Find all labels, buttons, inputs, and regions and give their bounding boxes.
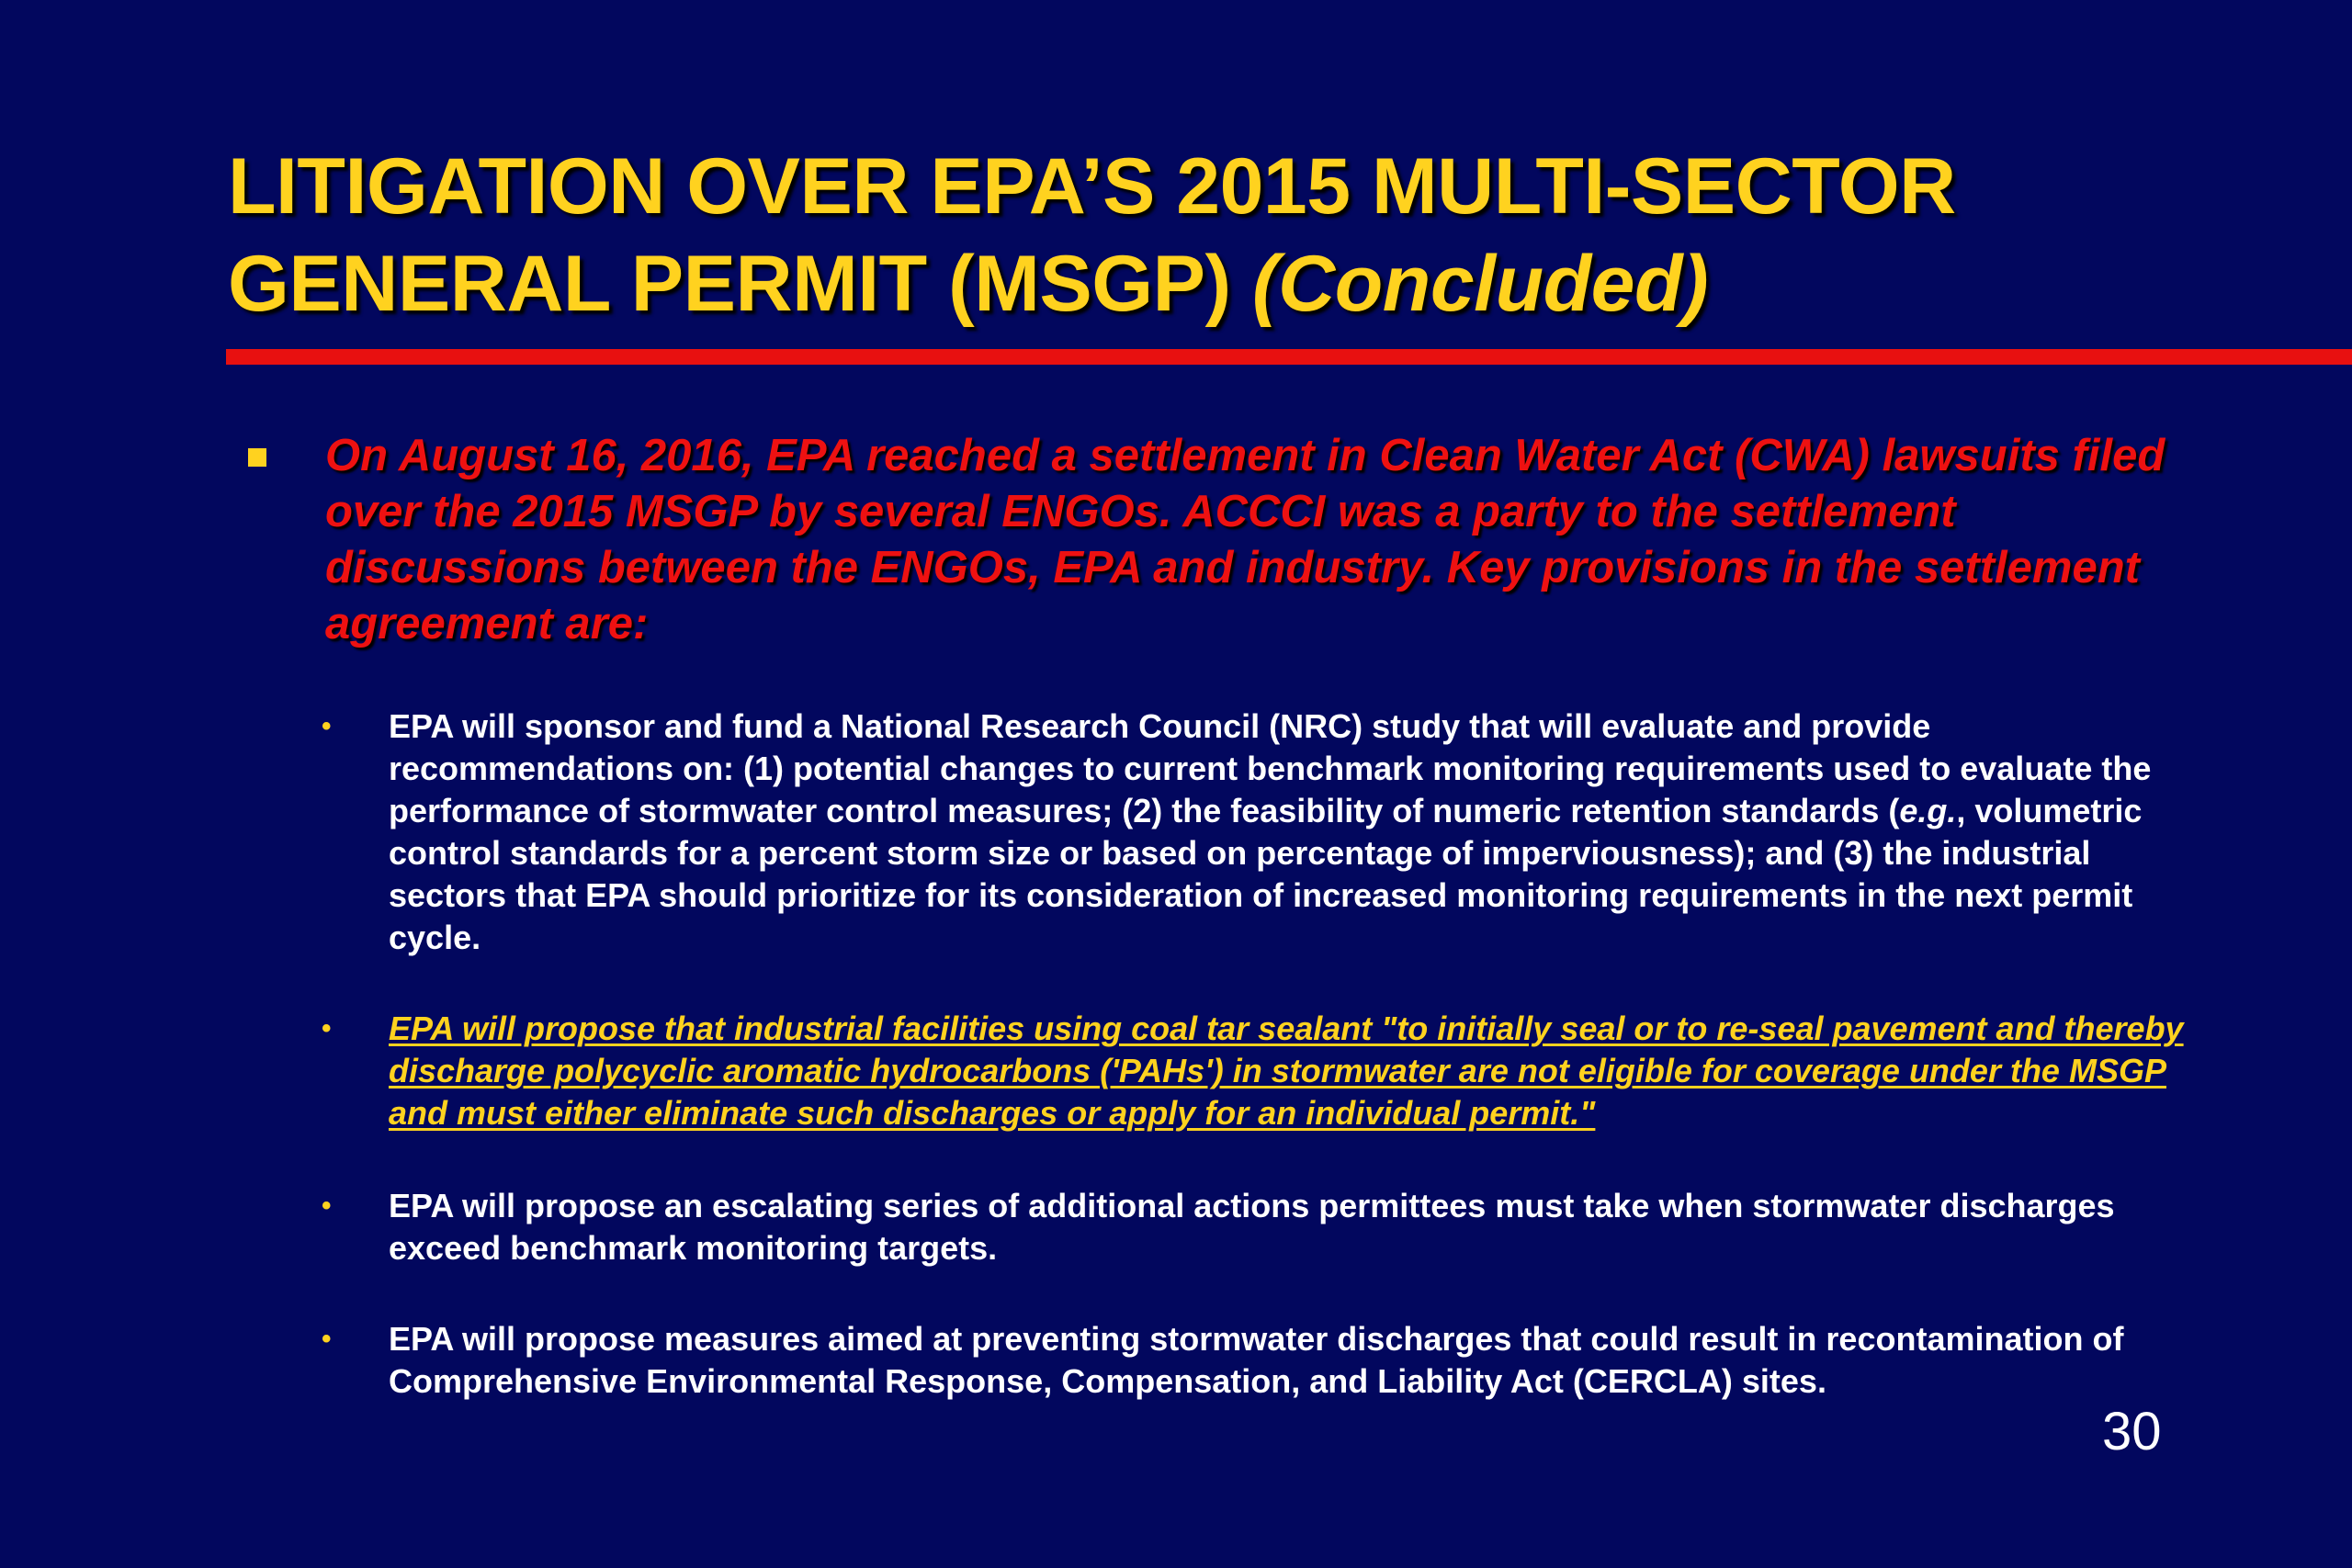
title-divider <box>226 349 2352 365</box>
bullet-dot-icon: • <box>322 1324 332 1354</box>
square-bullet-icon <box>248 448 266 467</box>
slide-title <box>228 138 2249 333</box>
bullet-dot-icon: • <box>322 711 332 741</box>
sub-bullet-text-part: , volumetric control standards for a percent storm size or based on percentage of imperviousness); and (3) the industrial sectors that EPA should prioritize for its consideration of increased monitoring requirements in the next permit cycle. <box>389 792 2143 956</box>
bullet-dot-icon: • <box>322 1190 332 1221</box>
sub-bullet-text-highlight: EPA will propose that industrial facilities using coal tar sealant "to initially seal or to re-seal pavement and thereby discharge polycyclic aromatic hydrocarbons ('PAHs') in stormwater are not eligible for coverage under the MSGP and must either eliminate such discharges or apply for an individual permit." <box>389 1010 2184 1132</box>
title-concluded: (Concluded) <box>1252 240 1709 328</box>
sub-bullet-text <box>389 705 2217 959</box>
sub-bullet-text-italic: e.g. <box>1899 792 1957 829</box>
title-line-1: LITIGATION OVER EPA’S 2015 MULTI-SECTOR <box>228 142 1956 231</box>
sub-bullet-text: EPA will propose measures aimed at preventing stormwater discharges that could result in recontamination of Comprehensive Environmental Response, Compensation, and Liability Act (CERCLA) sites. <box>389 1320 2124 1400</box>
bullet-dot-icon: • <box>322 1013 332 1043</box>
title-line-2 <box>228 235 2249 333</box>
page-number: 30 <box>2102 1402 2162 1461</box>
main-bullet-text: On August 16, 2016, EPA reached a settlement in Clean Water Act (CWA) lawsuits filed over the 2015 MSGP by several ENGOs. ACCCI was a party to the settlement discussions between the ENGOs, EPA and industry. Key provisions in the settlement agreement are: <box>325 431 2165 649</box>
sub-bullet-text-part: EPA will sponsor and fund a National Research Council (NRC) study that will evaluate and provide recommendations on: (1) potential changes to current benchmark monitoring requirements used to evaluate the performance of stormwater control measures; (2) the feasibility of numeric retention standards ( <box>389 707 2152 829</box>
title-line-2-normal: GENERAL PERMIT (MSGP) <box>228 240 1253 328</box>
sub-bullet-text: EPA will propose an escalating series of additional actions permittees must take when stormwater discharges exceed benchmark monitoring targets. <box>389 1187 2115 1267</box>
